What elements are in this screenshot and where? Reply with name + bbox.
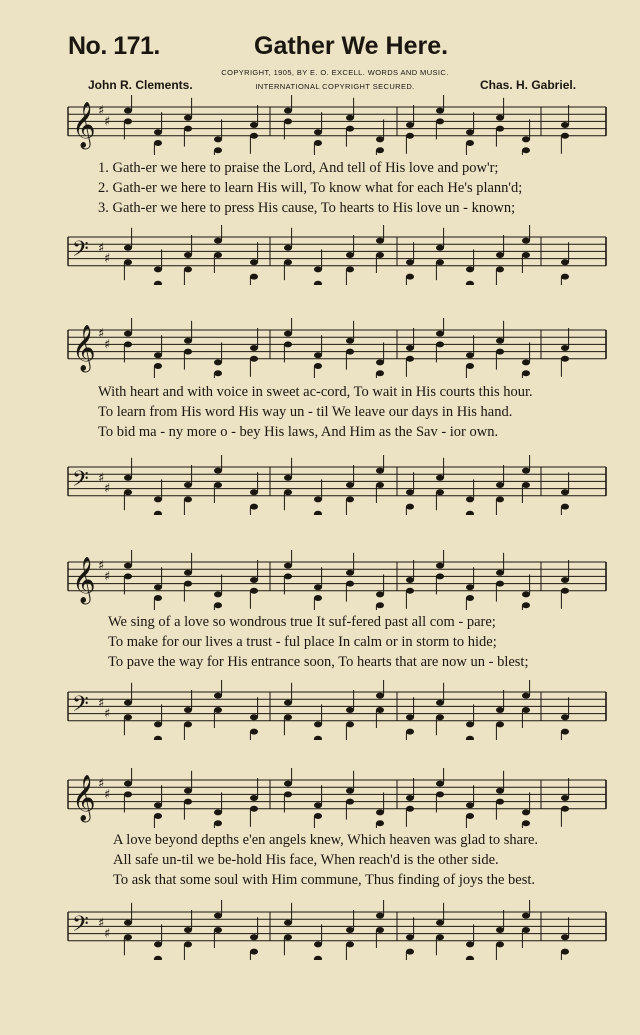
- note-head: [184, 941, 192, 947]
- note-head: [284, 245, 292, 251]
- treble-clef: 𝄞: [72, 774, 96, 821]
- note-head: [184, 570, 192, 576]
- note-head: [376, 809, 384, 815]
- note-head: [284, 781, 292, 787]
- sharp-sign: ♯: [98, 103, 105, 119]
- note-head: [314, 496, 322, 502]
- note-head: [250, 714, 258, 720]
- note-head: [214, 359, 222, 365]
- note-head: [250, 806, 258, 812]
- note-head: [376, 238, 384, 244]
- note-head: [466, 802, 474, 808]
- note-head: [154, 584, 162, 590]
- note-head: [522, 468, 530, 474]
- note-head: [346, 115, 354, 121]
- note-head: [154, 281, 162, 285]
- treble-staff: [0, 95, 640, 155]
- note-head: [376, 820, 384, 826]
- sharp-sign: ♯: [104, 481, 111, 497]
- treble-staff: [0, 318, 640, 378]
- bass-staff: [0, 680, 640, 740]
- note-head: [184, 799, 192, 805]
- note-head: [561, 489, 569, 495]
- note-head: [406, 274, 414, 280]
- bass-clef: 𝄢: [72, 692, 89, 723]
- note-head: [406, 588, 414, 594]
- note-head: [561, 795, 569, 801]
- note-head: [284, 108, 292, 114]
- note-head: [561, 949, 569, 955]
- bass-staff: [0, 455, 640, 515]
- note-head: [250, 489, 258, 495]
- sharp-sign: ♯: [104, 787, 111, 803]
- note-head: [284, 573, 292, 579]
- note-head: [314, 140, 322, 146]
- note-head: [376, 147, 384, 153]
- note-head: [406, 714, 414, 720]
- note-head: [376, 913, 384, 919]
- verse-3-line-3: To pave the way for His entrance soon, To hearts that are now un - blest;: [108, 654, 529, 670]
- note-head: [436, 934, 444, 940]
- note-head: [496, 496, 504, 502]
- note-head: [214, 252, 222, 258]
- note-head: [314, 802, 322, 808]
- composer-credit: Chas. H. Gabriel.: [480, 78, 577, 92]
- note-head: [406, 356, 414, 362]
- note-head: [561, 133, 569, 139]
- note-head: [496, 338, 504, 344]
- note-head: [522, 370, 530, 376]
- note-head: [184, 788, 192, 794]
- note-head: [522, 359, 530, 365]
- note-head: [346, 349, 354, 355]
- note-head: [154, 736, 162, 740]
- note-head: [184, 721, 192, 727]
- note-head: [124, 331, 132, 337]
- note-head: [561, 934, 569, 940]
- note-head: [496, 570, 504, 576]
- note-head: [466, 352, 474, 358]
- note-head: [184, 252, 192, 258]
- note-head: [376, 359, 384, 365]
- note-head: [466, 363, 474, 369]
- verse-3-line-1: 3. Gath-er we here to press His cause, To hearts to His love un - known;: [98, 200, 516, 216]
- sharp-sign: ♯: [98, 326, 105, 342]
- note-head: [250, 729, 258, 735]
- treble-staff: [0, 768, 640, 828]
- note-head: [466, 511, 474, 515]
- note-head: [496, 266, 504, 272]
- note-head: [522, 238, 530, 244]
- note-head: [124, 700, 132, 706]
- note-head: [406, 729, 414, 735]
- sharp-sign: ♯: [98, 558, 105, 574]
- note-head: [522, 913, 530, 919]
- note-head: [436, 331, 444, 337]
- verse-1-line-2: With heart and with voice in sweet ac-cord, To wait in His courts this hour.: [98, 384, 533, 400]
- note-head: [496, 349, 504, 355]
- note-head: [466, 266, 474, 272]
- note-head: [250, 949, 258, 955]
- note-head: [154, 595, 162, 601]
- note-head: [284, 118, 292, 124]
- note-head: [496, 707, 504, 713]
- note-head: [214, 238, 222, 244]
- note-head: [346, 338, 354, 344]
- note-head: [124, 341, 132, 347]
- note-head: [214, 602, 222, 608]
- note-head: [346, 788, 354, 794]
- note-head: [561, 122, 569, 128]
- note-head: [466, 736, 474, 740]
- note-head: [214, 927, 222, 933]
- bass-clef: 𝄢: [72, 237, 89, 268]
- note-head: [284, 331, 292, 337]
- sharp-sign: ♯: [104, 569, 111, 585]
- note-head: [346, 252, 354, 258]
- note-head: [214, 913, 222, 919]
- note-head: [466, 721, 474, 727]
- note-head: [184, 496, 192, 502]
- note-head: [406, 133, 414, 139]
- note-head: [124, 934, 132, 940]
- note-head: [406, 122, 414, 128]
- note-head: [406, 504, 414, 510]
- note-head: [376, 370, 384, 376]
- treble-clef: 𝄞: [72, 556, 96, 603]
- note-head: [284, 934, 292, 940]
- note-head: [314, 363, 322, 369]
- note-head: [314, 266, 322, 272]
- note-head: [466, 281, 474, 285]
- note-head: [561, 577, 569, 583]
- note-head: [214, 693, 222, 699]
- note-head: [314, 721, 322, 727]
- note-head: [124, 781, 132, 787]
- note-head: [184, 927, 192, 933]
- hymn-number: No. 171.: [68, 32, 160, 60]
- note-head: [314, 129, 322, 135]
- note-head: [376, 591, 384, 597]
- note-head: [466, 496, 474, 502]
- note-head: [561, 504, 569, 510]
- note-head: [250, 356, 258, 362]
- sharp-sign: ♯: [104, 706, 111, 722]
- note-head: [522, 927, 530, 933]
- note-head: [406, 949, 414, 955]
- note-head: [284, 259, 292, 265]
- note-head: [314, 941, 322, 947]
- note-head: [184, 349, 192, 355]
- sharp-sign: ♯: [98, 776, 105, 792]
- sharp-sign: ♯: [98, 240, 105, 256]
- note-head: [522, 707, 530, 713]
- note-head: [154, 352, 162, 358]
- note-head: [284, 920, 292, 926]
- copyright-line: COPYRIGHT, 1905, BY E. O. EXCELL. WORDS AND MUSIC.: [221, 68, 449, 77]
- note-head: [184, 482, 192, 488]
- verse-2-line-4: All safe un-til we be-hold His face, When reach'd is the other side.: [113, 852, 499, 868]
- note-head: [522, 136, 530, 142]
- note-head: [124, 563, 132, 569]
- note-head: [466, 956, 474, 960]
- note-head: [522, 591, 530, 597]
- note-head: [376, 482, 384, 488]
- note-head: [124, 118, 132, 124]
- note-head: [436, 489, 444, 495]
- note-head: [496, 115, 504, 121]
- verse-3-line-4: To ask that some soul with Him commune, Thus finding of joys the best.: [113, 872, 536, 888]
- note-head: [496, 927, 504, 933]
- sharp-sign: ♯: [104, 926, 111, 942]
- note-head: [124, 791, 132, 797]
- verse-1-line-3: We sing of a love so wondrous true It suf-fered past all com - pare;: [108, 614, 496, 630]
- note-head: [124, 573, 132, 579]
- bass-staff: [0, 900, 640, 960]
- note-head: [561, 588, 569, 594]
- note-head: [250, 577, 258, 583]
- note-head: [214, 468, 222, 474]
- note-head: [406, 795, 414, 801]
- note-head: [184, 707, 192, 713]
- note-head: [466, 813, 474, 819]
- note-head: [184, 338, 192, 344]
- note-head: [376, 602, 384, 608]
- note-head: [154, 813, 162, 819]
- sharp-sign: ♯: [104, 251, 111, 267]
- note-head: [522, 809, 530, 815]
- note-head: [376, 468, 384, 474]
- note-head: [250, 795, 258, 801]
- note-head: [436, 118, 444, 124]
- verse-2-line-1: 2. Gath-er we here to learn His will, To know what for each He's plann'd;: [98, 180, 523, 196]
- treble-clef: 𝄞: [72, 101, 96, 148]
- note-head: [466, 595, 474, 601]
- note-head: [154, 496, 162, 502]
- sharp-sign: ♯: [98, 470, 105, 486]
- note-head: [561, 714, 569, 720]
- note-head: [436, 341, 444, 347]
- note-head: [250, 504, 258, 510]
- note-head: [250, 588, 258, 594]
- note-head: [346, 126, 354, 132]
- note-head: [250, 133, 258, 139]
- note-head: [346, 927, 354, 933]
- note-head: [496, 252, 504, 258]
- note-head: [284, 341, 292, 347]
- sharp-sign: ♯: [104, 114, 111, 130]
- note-head: [124, 489, 132, 495]
- note-head: [250, 345, 258, 351]
- note-head: [154, 802, 162, 808]
- verse-1-line-1: 1. Gath-er we here to praise the Lord, And tell of His love and pow'r;: [98, 160, 499, 176]
- note-head: [376, 252, 384, 258]
- note-head: [250, 122, 258, 128]
- note-head: [184, 115, 192, 121]
- note-head: [184, 266, 192, 272]
- note-head: [124, 259, 132, 265]
- note-head: [406, 259, 414, 265]
- note-head: [214, 820, 222, 826]
- note-head: [154, 511, 162, 515]
- note-head: [496, 126, 504, 132]
- note-head: [314, 595, 322, 601]
- note-head: [154, 266, 162, 272]
- note-head: [154, 140, 162, 146]
- note-head: [154, 941, 162, 947]
- note-head: [376, 693, 384, 699]
- note-head: [214, 809, 222, 815]
- note-head: [466, 140, 474, 146]
- note-head: [406, 345, 414, 351]
- hymn-title: Gather We Here.: [254, 32, 449, 60]
- note-head: [284, 475, 292, 481]
- note-head: [154, 129, 162, 135]
- note-head: [406, 934, 414, 940]
- note-head: [154, 721, 162, 727]
- note-head: [314, 584, 322, 590]
- note-head: [284, 791, 292, 797]
- note-head: [496, 482, 504, 488]
- treble-staff: [0, 550, 640, 610]
- note-head: [346, 496, 354, 502]
- note-head: [346, 721, 354, 727]
- note-head: [346, 482, 354, 488]
- note-head: [250, 274, 258, 280]
- note-head: [346, 941, 354, 947]
- note-head: [346, 707, 354, 713]
- note-head: [250, 934, 258, 940]
- note-head: [522, 693, 530, 699]
- note-head: [314, 956, 322, 960]
- copyright-notice: [200, 66, 470, 94]
- note-head: [124, 245, 132, 251]
- treble-clef: 𝄞: [72, 324, 96, 371]
- note-head: [154, 956, 162, 960]
- note-head: [346, 266, 354, 272]
- note-head: [436, 781, 444, 787]
- lyricist-credit: John R. Clements.: [88, 78, 193, 92]
- international-copyright-line: INTERNATIONAL COPYRIGHT SECURED.: [255, 82, 415, 91]
- note-head: [314, 813, 322, 819]
- note-head: [436, 108, 444, 114]
- note-head: [561, 345, 569, 351]
- note-head: [436, 573, 444, 579]
- note-head: [436, 245, 444, 251]
- note-head: [346, 570, 354, 576]
- bass-clef: 𝄢: [72, 912, 89, 943]
- note-head: [436, 475, 444, 481]
- note-head: [284, 489, 292, 495]
- verse-2-line-3: To make for our lives a trust - ful place In calm or in storm to hide;: [108, 634, 497, 650]
- note-head: [436, 700, 444, 706]
- note-head: [522, 482, 530, 488]
- note-head: [466, 129, 474, 135]
- note-head: [124, 108, 132, 114]
- note-head: [406, 806, 414, 812]
- note-head: [522, 820, 530, 826]
- note-head: [436, 920, 444, 926]
- note-head: [124, 475, 132, 481]
- note-head: [561, 356, 569, 362]
- note-head: [436, 791, 444, 797]
- bass-clef: 𝄢: [72, 467, 89, 498]
- note-head: [376, 707, 384, 713]
- note-head: [406, 489, 414, 495]
- note-head: [406, 577, 414, 583]
- note-head: [496, 721, 504, 727]
- note-head: [184, 581, 192, 587]
- note-head: [466, 941, 474, 947]
- note-head: [124, 920, 132, 926]
- bass-staff: [0, 225, 640, 285]
- note-head: [314, 352, 322, 358]
- note-head: [214, 136, 222, 142]
- note-head: [250, 259, 258, 265]
- note-head: [284, 714, 292, 720]
- note-head: [561, 274, 569, 280]
- note-head: [284, 700, 292, 706]
- note-head: [496, 799, 504, 805]
- note-head: [522, 147, 530, 153]
- note-head: [184, 126, 192, 132]
- note-head: [561, 259, 569, 265]
- note-head: [284, 563, 292, 569]
- note-head: [466, 584, 474, 590]
- note-head: [436, 563, 444, 569]
- sharp-sign: ♯: [98, 695, 105, 711]
- note-head: [496, 788, 504, 794]
- note-head: [561, 806, 569, 812]
- note-head: [214, 591, 222, 597]
- note-head: [314, 281, 322, 285]
- note-head: [214, 370, 222, 376]
- note-head: [214, 707, 222, 713]
- note-head: [561, 729, 569, 735]
- verse-1-line-4: A love beyond depths e'en angels knew, Which heaven was glad to share.: [113, 832, 539, 848]
- note-head: [154, 363, 162, 369]
- note-head: [436, 714, 444, 720]
- note-head: [346, 581, 354, 587]
- note-head: [314, 736, 322, 740]
- note-head: [496, 581, 504, 587]
- verse-2-line-2: To learn from His word His way un - til We leave our days in His hand.: [98, 404, 513, 420]
- verse-3-line-2: To bid ma - ny more o - bey His laws, And Him as the Sav - ior own.: [98, 424, 499, 440]
- note-head: [376, 927, 384, 933]
- sharp-sign: ♯: [104, 337, 111, 353]
- note-head: [346, 799, 354, 805]
- note-head: [214, 482, 222, 488]
- note-head: [436, 259, 444, 265]
- note-head: [214, 147, 222, 153]
- note-head: [522, 252, 530, 258]
- sharp-sign: ♯: [98, 915, 105, 931]
- note-head: [376, 136, 384, 142]
- note-head: [124, 714, 132, 720]
- note-head: [496, 941, 504, 947]
- note-head: [522, 602, 530, 608]
- note-head: [314, 511, 322, 515]
